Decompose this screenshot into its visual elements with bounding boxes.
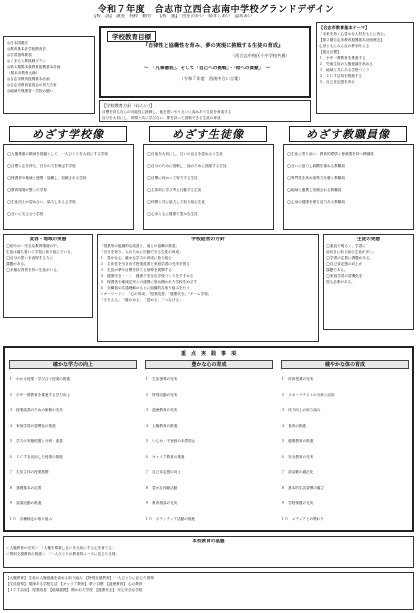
ideal-item: ◯心身の健康を保ち活力ある教職員 xyxy=(287,200,345,204)
text-line: ３．地域と共にある学校づくり xyxy=(319,67,370,72)
ideal-heading: めざす生徒像 xyxy=(149,126,267,142)
text-line: ◎合志市教育委員会の努力方針 xyxy=(7,83,57,87)
text-line: ６ 全職員の共通理解のもとに組織的な取り組みを行う xyxy=(100,285,190,290)
text-line: 「授業等の組織的な改善と、他との協働の推進」 xyxy=(100,243,180,248)
text-line: ２．児童生徒の人権意識を高める xyxy=(319,61,373,66)
school-goal-label: 学校教育目標 xyxy=(107,31,156,42)
school-policy-list xyxy=(102,109,308,121)
focus-item: ５ 健康教育の推進 xyxy=(281,439,314,443)
text-line: ◯穏やか・安全な教育環境の中、 xyxy=(6,243,61,248)
text-line: ＜キーワード＞ 「心の育成」「授業改善」「健康安全」「チーム学校」 xyxy=(100,291,212,296)
text-line: ◎合志市教育振興基本計画 xyxy=(7,77,50,81)
text-line: １ 豊かな心、確かな学力の育成に取り組む xyxy=(100,255,172,260)
focus-item: １０ メディアとの関わり xyxy=(281,516,324,521)
ideal-item: ◯教育環境が整った学校 xyxy=(7,188,47,192)
ideal-item: ◯人権尊重の精神を基盤として、一人ひとりを大切にする学校 xyxy=(7,152,108,156)
ideal-item: ◯主体的に学び考え行動する生徒 xyxy=(147,188,202,192)
text-line: ５．自己肯定感を育む xyxy=(319,79,355,84)
text-line: ＜人権教育の充実＞ 「人権を尊重し互いを大切にする心を育てる」 xyxy=(6,545,116,550)
focus-item: ２ 特別活動の充実 xyxy=(145,392,178,397)
text-line: ◎日本国憲法 xyxy=(7,41,29,45)
ideal-item: ◯地域と連携し信頼される教職員 xyxy=(287,188,342,192)
ideal-item: ◯心身ともに健康で豊かな生徒 xyxy=(147,212,198,216)
focus-item: ５ いじめ・不登校の未然防止 xyxy=(145,439,196,443)
text-line: ◯学習の定着に課題がある。 xyxy=(326,255,374,260)
foundation-list xyxy=(6,545,411,557)
text-line: 「自分を知り、人のために行動できる生徒の育成」 xyxy=(100,249,183,254)
local-context-list xyxy=(6,243,90,273)
text-line: 生徒は落ち着いて学習に取り組んでいる。 xyxy=(6,249,75,254)
focus-item: ４ 人権教育の推進 xyxy=(145,423,178,428)
text-line: 課題である。 xyxy=(326,267,348,272)
text-line: ◯多様な背景を持つ生徒がいる。 xyxy=(6,267,61,272)
school-goal-line4: （令和７年度 西南中合い言葉） xyxy=(179,76,243,81)
ideal-item: ◯保護者や地域と連携・協働し、信頼される学校 xyxy=(7,176,87,180)
ideal-item: ◯自分のために挑戦し、他のために貢献する生徒 xyxy=(147,164,227,168)
school-policy-title: 【学校教育方針（ねらい）】 xyxy=(102,103,155,108)
text-line: ◎学習指導要領 xyxy=(7,53,32,57)
focus-item: ９ 教育相談の充実 xyxy=(145,501,178,505)
text-line: ◎くまもと夢挑戦プラン xyxy=(7,59,47,63)
ideal-item: ◯目標に向かって努力する生徒 xyxy=(147,176,198,180)
focus-section xyxy=(3,346,414,532)
text-line: ５ 保護者や地域住民との連携に努め開かれた学校をめざす xyxy=(100,279,198,284)
school-policy-box xyxy=(99,100,311,122)
focus-column-heading: 豊かな心の育成 xyxy=(145,360,273,369)
student-context-box xyxy=(323,234,414,330)
focus-item: ８ 基本的生活習慣の確立 xyxy=(281,485,325,490)
text-line: ４．ＩＣＴ活用を推進する xyxy=(319,73,363,78)
focus-item: ７ 自己肯定感の向上 xyxy=(145,470,181,474)
management-policy-title: 学校経営の方針 xyxy=(191,237,225,242)
focus-item: ２ スポーツテストの分析と活用 xyxy=(281,392,335,397)
city-theme-list xyxy=(319,31,411,85)
focus-item: ９ 学校保健の充実 xyxy=(281,501,314,505)
text-line: 課題がある。 xyxy=(6,261,28,266)
text-line: ◯素直で明るく、学習に xyxy=(326,243,366,248)
focus-item: ３ 授業改善のための研修の充実 xyxy=(9,408,63,412)
focus-item: ９ 読書活動の推進 xyxy=(9,501,42,505)
text-line: 自分を大切にし、仲間と共に学び合い、夢を持って挑戦できる生徒の育成 xyxy=(102,115,221,120)
text-line: ◯自分の思いを表現する力に xyxy=(6,255,54,260)
focus-item: ５ 学力の実態把握と分析・改善 xyxy=(9,439,63,443)
text-line: 【ＩＣＴ活用】 授業改善 【地域連携】 開かれた学校 【健康安全】 安心安全な学校 xyxy=(6,588,143,592)
text-line: ＜特別支援教育の推進＞ 「一人ひとりの教育的ニーズに応じた支援」 xyxy=(6,551,120,556)
management-policy-list xyxy=(100,243,316,303)
focus-item: １ 生徒指導の充実 xyxy=(145,377,178,381)
focus-item: ２ 小中一貫教育を推進する学力向上 xyxy=(9,392,71,397)
focus-column-list xyxy=(145,372,273,527)
foundation-title: 本校教育の基盤 xyxy=(192,539,225,544)
text-line: ４ 健康安全・・・ 健康で安全な学校づくりをすすめる xyxy=(100,273,194,278)
law-basis-box xyxy=(3,36,95,114)
focus-item: ８ 基礎基本の定着 xyxy=(9,485,42,490)
ideal-heading: めざす学校像 xyxy=(9,126,127,142)
student-context-title: 生徒の実態 xyxy=(357,237,380,242)
focus-item: ６ ＩＣＴを活用した授業の推進 xyxy=(9,454,63,459)
text-line: 「未来を拓く心豊かな人材をもとに育む」 xyxy=(319,31,388,36)
school-goal-line3: ～ 「凡事徹底」、そして「自己への挑戦」・「他への貢献」 ～ xyxy=(143,66,271,71)
ideal-item: ◯互いに協力し研鑽を重ねる教職員 xyxy=(287,164,345,168)
law-basis-list xyxy=(7,40,91,94)
focus-item: ８ 豊かな体験活動 xyxy=(145,485,178,490)
focus-item: ６ 安全教育の充実 xyxy=(281,454,314,459)
bottom-notes-box xyxy=(3,572,414,610)
focus-item: ３ 体力向上の取り組み xyxy=(281,408,321,412)
focus-item: １０ ボランティア活動の推進 xyxy=(145,516,196,521)
text-line: ◎地域や保護者・学校の願い xyxy=(7,89,54,93)
school-goal-line1: 『自律性と協働性を育み、夢の実現に挑戦する生徒の育成』 xyxy=(142,43,284,49)
text-line: ２ 主体性を引き出す授業改善と家庭学習の充実を図る xyxy=(100,261,190,266)
text-line: ◯自己肯定感の向上が xyxy=(326,261,363,266)
focus-title: 重 点 実 践 事 項 xyxy=(180,351,236,357)
text-line: ３ 生徒が夢や目標を持てる指導を展開する xyxy=(100,267,172,272)
text-line: （熊本市教育大綱） xyxy=(7,71,40,75)
local-context-box xyxy=(3,234,93,318)
ideal-item: ◯生徒に寄り添い、教育的愛情と使命感を持つ教職員 xyxy=(287,152,374,156)
focus-item: ７ 生徒主体の授業展開 xyxy=(9,470,49,474)
school-motto-nav: 【校 訓】 誠実 純粋 勤労 【校 風】 団をのかい 励ましあい 認めあい xyxy=(92,14,253,19)
focus-column-heading: 健やかな体の育成 xyxy=(281,360,409,369)
text-line: 「そろえる」 「確かめる」 「認める」 「つなげる」 xyxy=(100,297,183,302)
local-context-title: 変容・地域の実態 xyxy=(29,237,67,242)
page-title: 令和７年度 合志市立西合志南中学校グランドデザイン xyxy=(97,5,335,15)
focus-column-list xyxy=(9,372,137,527)
school-goal-line2: （西合志中校区小中学校共通） xyxy=(231,53,290,58)
ideal-item: ◯互いに支え合う学校 xyxy=(7,212,44,216)
text-line: ◎教育基本法学校教育法 xyxy=(7,47,47,51)
bottom-notes-list xyxy=(6,575,411,593)
foundation-box xyxy=(3,536,414,568)
text-line: 目標を持ち自らの可能性に挑戦し、他を思いやり互いに高めあう生徒を育成する xyxy=(102,109,232,114)
focus-item: １０ 各種検定の取り組み xyxy=(9,516,53,521)
ideal-item: ◯仲間と共に協力して取り組む生徒 xyxy=(147,200,205,204)
ideal-item: ◯生徒同士が認め合い、協力しあえる学校 xyxy=(7,200,76,204)
focus-item: ６ キャリア教育の推進 xyxy=(145,454,185,459)
focus-item: １ わかる授業・学び合う授業の推進 xyxy=(9,377,71,381)
city-theme-title: 【合志市教育基本テーマ】 xyxy=(319,25,370,30)
city-theme-box xyxy=(316,22,414,114)
focus-column-list xyxy=(281,372,409,527)
ideal-item: ◯目標と志を持ち、自分の力を伸ばす学校 xyxy=(7,164,76,168)
ideal-box xyxy=(3,144,134,230)
ideal-item: ◯専門性を高め指導力を磨く教職員 xyxy=(287,176,345,180)
ideal-heading: めざす教職員像 xyxy=(289,126,407,142)
text-line: 図る必要がある。 xyxy=(326,279,355,284)
ideal-item: ◯自他を大切にし、互いの良さを認め合う生徒 xyxy=(147,152,223,156)
text-line: 前向きに取り組む生徒が多い。 xyxy=(326,249,377,254)
focus-column-heading: 確かな学力の向上 xyxy=(9,360,137,369)
ideal-box xyxy=(143,144,274,230)
text-line: ◯家庭学習の習慣化を xyxy=(326,273,363,278)
text-line: 【第２期合志市教育振興基本計画理念】 xyxy=(319,37,384,42)
ideal-box xyxy=(283,144,414,230)
text-line: １．小中一貫教育を推進する xyxy=(319,55,366,60)
student-context-list xyxy=(326,243,411,285)
text-line: 【重点目標】 xyxy=(319,49,341,54)
focus-item: ４ 食育の推進 xyxy=(281,423,307,428)
focus-item: ４ 家庭学習の習慣化の推進 xyxy=(9,423,56,428)
focus-item: ３ 道徳教育の充実 xyxy=(145,408,178,412)
focus-item: １ 体育授業の充実 xyxy=(281,377,314,381)
text-line: 【生徒指導】 規律ある学校生活 【キャリア教育】 夢と目標 【道徳教育】 心の教育 xyxy=(6,582,143,586)
focus-item: ７ 部活動の適正化 xyxy=(281,470,314,474)
text-line: 心身ともにみんなの夢を叶える xyxy=(319,43,370,48)
text-line: 【人権教育】 生徒の人権意識を高める取り組み 【特別支援教育】 一人ひとりに応じた指導 xyxy=(6,576,154,580)
school-goal-box xyxy=(99,26,311,98)
management-policy-box xyxy=(97,234,319,342)
text-line: ◎第４期熊本県教育振興基本計画 xyxy=(7,65,61,69)
